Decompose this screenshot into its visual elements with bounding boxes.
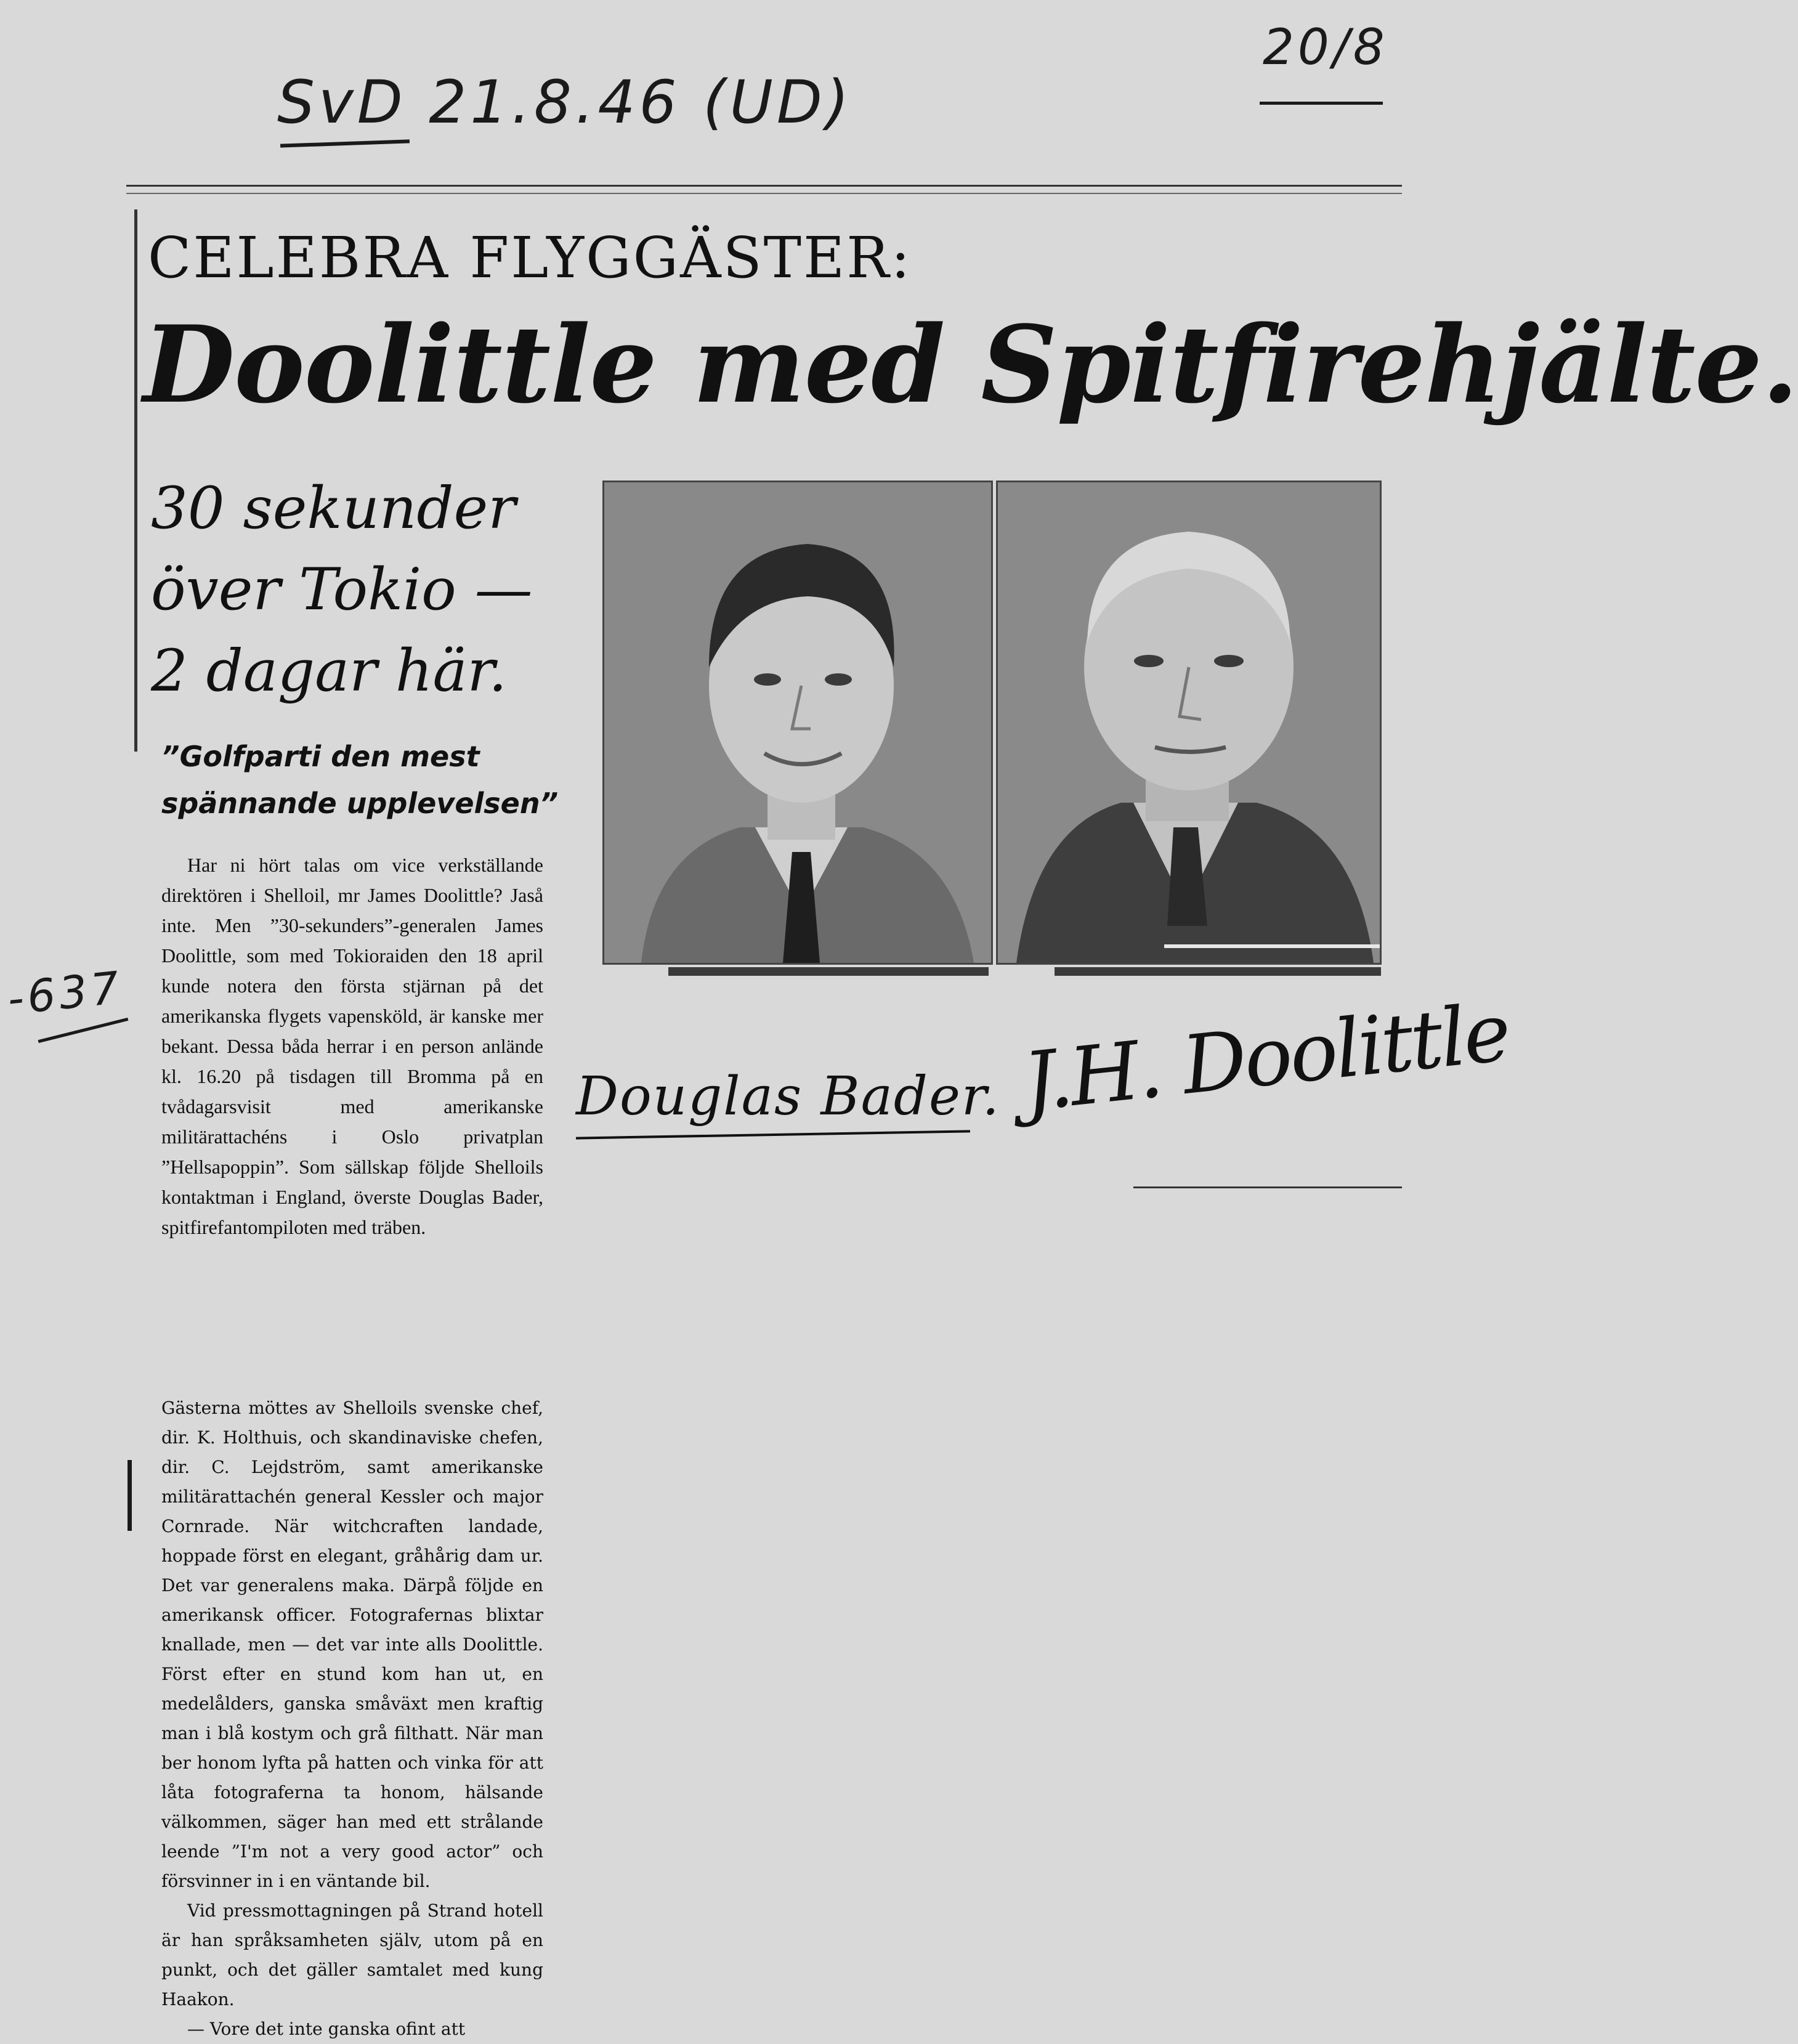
portrait-illustration [998, 482, 1380, 963]
column-rule [134, 209, 137, 752]
body-paragraph: — Vore det inte ganska ofint att [187, 2019, 466, 2039]
photo-caption-bar [668, 967, 989, 976]
body-paragraph: Har ni hört talas om vice verkställande direktören i Shelloil, mr James Doolittle? Jaså inte. Men ”30-sekunders”-generalen James Doolittle, som med Tokioraiden den 18 april kunde notera den första stjärnan på det amerikanska flygets vapensköld, är kanske mer bekant. Dessa båda herrar i en person anlände kl. 16.20 på tisdagen till Bromma på en tvådagarsvisit med amerikanske militärattachéns i Oslo privatplan ”Hellsapoppin”. Som sällskap följde Shelloils kontaktman i England, överste Douglas Bader, spitfirefantompiloten med träben. [161, 854, 543, 1238]
article-subheading [151, 468, 582, 712]
pull-quote [161, 733, 593, 827]
handwritten-underline [280, 139, 410, 147]
body-paragraph: Vid pressmottagningen på Strand hotell är han språksamheten själv, utom på en punkt, och det gäller samtalet med kung Haakon. [161, 1900, 543, 2010]
pull-quote-line: spännande upplevelsen” [161, 787, 559, 820]
body-paragraph: Gästerna möttes av Shelloils svenske chef, dir. K. Holthuis, och skandinaviske chefen, dir. C. Lejdström, samt amerikanske militärattachén general Kessler och major Cornrade. När witchcraften landade, hoppade först en elegant, gråhårig dam ur. Det var generalens maka. Därpå följde en amerikansk officer. Fotografernas blixtar knallade, men — det var inte alls Doolittle. Först efter en stund kom han ut, en medelålders, ganska småväxt men kraftig man i blå kostym och grå filthatt. När man ber honom lyfta på hatten och vinka för att låta fotograferna ta honom, hälsande välkommen, säger han med ett strålande leende ”I'm not a very good actor” och försvinner in i en väntande bil. [161, 1398, 543, 1891]
portrait-photo-bader [602, 481, 993, 965]
article-kicker: CELEBRA FLYGGÄSTER: [148, 225, 912, 291]
photo-caption-bar [1055, 967, 1381, 976]
pull-quote-line: ”Golfparti den mest [161, 740, 480, 773]
top-divider [126, 185, 1402, 187]
handwritten-underline [1260, 102, 1383, 105]
handwritten-underline [38, 1018, 129, 1043]
signature-underline [576, 1130, 970, 1139]
article-headline: Doolittle med Spitfirehjälte. [143, 302, 1798, 427]
body-column [161, 1393, 543, 2044]
margin-mark [128, 1460, 132, 1531]
signature-bader: Douglas Bader. [576, 1066, 1000, 1127]
subheading-line: 30 sekunder [151, 475, 516, 542]
handwritten-source-date: SvD 21.8.46 (UD) [277, 68, 853, 137]
subheading-line: 2 dagar här. [151, 638, 507, 705]
top-divider-thin [126, 193, 1402, 194]
signature-doolittle: J.H. Doolittle [1019, 985, 1513, 1129]
portrait-illustration [604, 482, 991, 963]
handwritten-margin-number: -637 [5, 961, 126, 1025]
handwritten-corner-date: 20/8 [1263, 18, 1388, 76]
subheading-line: över Tokio — [151, 556, 533, 623]
right-divider [1133, 1186, 1402, 1188]
portrait-photo-doolittle [996, 481, 1382, 965]
